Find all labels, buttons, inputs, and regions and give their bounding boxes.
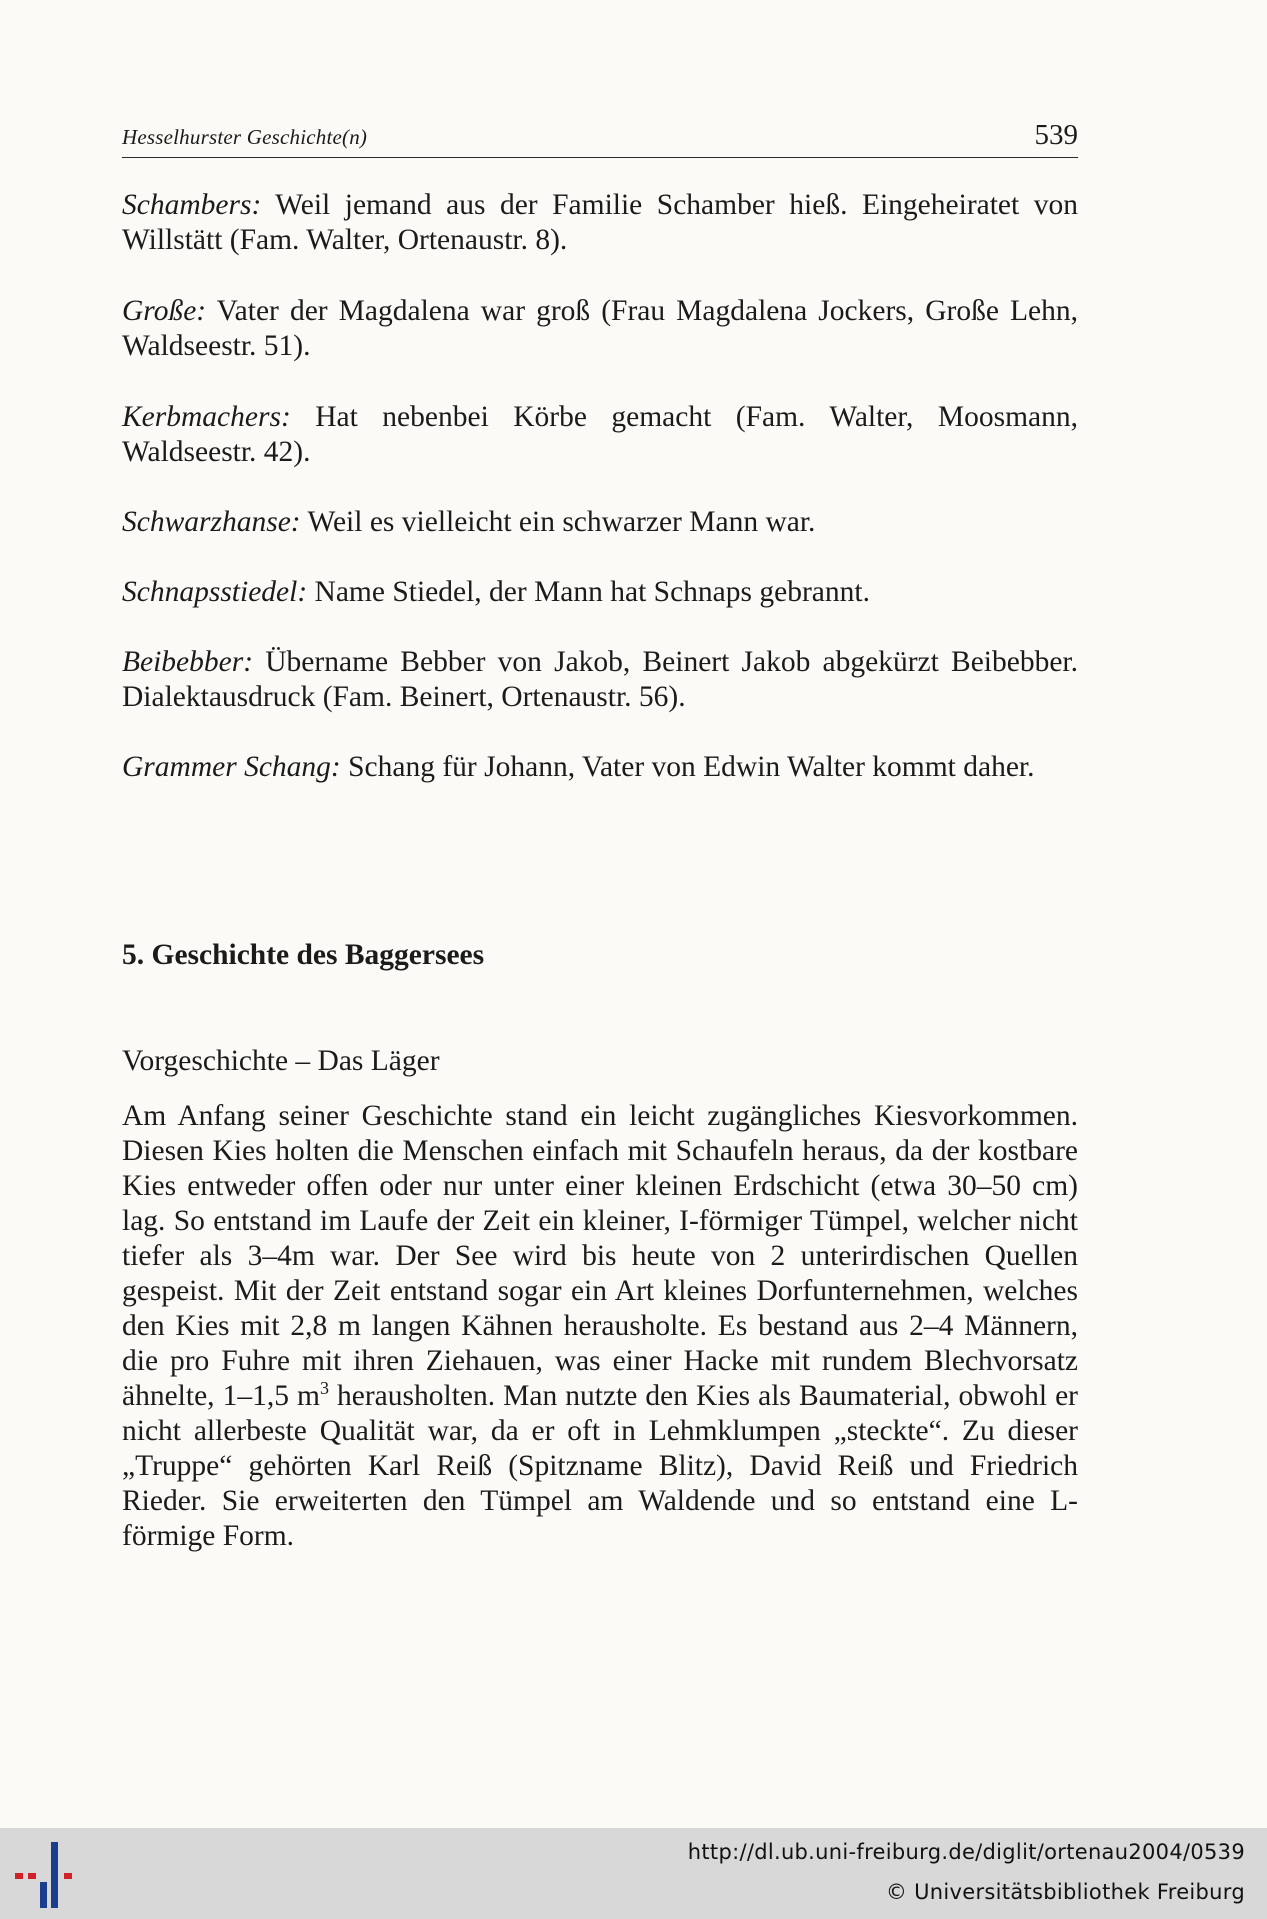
entry-term: Beibebber: — [122, 646, 254, 678]
entry-term: Große: — [122, 295, 207, 327]
entry-text: Übername Bebber von Jakob, Beinert Jakob abgekürzt Beibebber. Dialektausdruck (Fam. Beinert, Ortenaustr. 56). — [122, 646, 1078, 713]
nickname-entry-schnapsstiedel — [122, 575, 1078, 610]
entry-text: Weil es vielleicht ein schwarzer Mann war. — [300, 506, 816, 538]
footer-copyright: © Universitätsbibliothek Freiburg — [885, 1880, 1245, 1904]
paragraph-text-part2: herausholten. Man nutzte den Kies als Baumaterial, obwohl er nicht allerbeste Qualität war, da er oft in Lehmklumpen „steckte“. Zu dieser „Truppe“ gehörten Karl Reiß (Spitzname Blitz), David Reiß und Friedrich Rieder. Sie erweiterten den Tümpel am Waldende und so entstand eine L-förmige Form. — [122, 1380, 1078, 1552]
footer-bar — [0, 1828, 1267, 1919]
paragraph-text-part1: Am Anfang seiner Geschichte stand ein leicht zugängliches Kiesvorkommen. Diesen Kies holten die Menschen einfach mit Schaufeln heraus, da der kostbare Kies entweder offen oder nur unter einer kleinen Erdschicht (etwa 30–50 cm) lag. So entstand im Laufe der Zeit ein kleiner, I-förmiger Tümpel, welcher nicht tiefer als 3–4m war. Der See wird bis heute von 2 unterirdischen Quellen gespeist. Mit der Zeit entstand sogar ein Art kleines Dorfunternehmen, welches den Kies mit 2,8 m langen Kähnen herausholte. Es bestand aus 2–4 Männern, die pro Fuhre mit ihren Ziehauen, was einer Hacke mit rundem Blechvorsatz ähnelte, 1–1,5 m — [122, 1100, 1078, 1412]
nickname-entry-kerbmachers — [122, 400, 1078, 470]
entry-term: Schambers: — [122, 189, 262, 221]
running-header — [122, 117, 1078, 158]
nickname-entry-grosse — [122, 294, 1078, 364]
footer-url-link[interactable]: http://dl.ub.uni-freiburg.de/diglit/ortenau2004/0539 — [687, 1840, 1245, 1864]
entry-term: Grammer Schang: — [122, 751, 341, 783]
nickname-entry-beibebber — [122, 645, 1078, 715]
nickname-entry-schambers — [122, 188, 1078, 258]
entry-text: Schang für Johann, Vater von Edwin Walter kommt daher. — [340, 751, 1035, 783]
entry-text: Vater der Magdalena war groß (Frau Magdalena Jockers, Große Lehn, Waldseestr. 51). — [122, 295, 1078, 362]
nickname-entry-schwarzhanse — [122, 505, 1078, 540]
nickname-entry-grammer-schang — [122, 750, 1078, 785]
entry-text: Name Stiedel, der Mann hat Schnaps gebrannt. — [307, 576, 870, 608]
section-paragraph — [122, 1099, 1078, 1554]
running-title: Hesselhurster Geschichte(n) — [122, 125, 368, 149]
section-heading: 5. Geschichte des Baggersees — [122, 939, 485, 971]
entry-term: Schwarzhanse: — [122, 506, 301, 538]
section-subheading: Vorgeschichte – Das Läger — [122, 1045, 440, 1077]
entry-term: Schnapsstiedel: — [122, 576, 308, 608]
entry-text: Hat nebenbei Körbe gemacht (Fam. Walter, Moosmann, Waldseestr. 42). — [122, 401, 1078, 468]
entry-term: Kerbmachers: — [122, 401, 291, 433]
university-library-logo-icon — [15, 1842, 81, 1908]
cubic-superscript: 3 — [319, 1378, 329, 1399]
page-number: 539 — [1034, 119, 1078, 151]
entry-text: Weil jemand aus der Familie Schamber hieß. Eingeheiratet von Willstätt (Fam. Walter, Ortenaustr. 8). — [122, 189, 1078, 256]
